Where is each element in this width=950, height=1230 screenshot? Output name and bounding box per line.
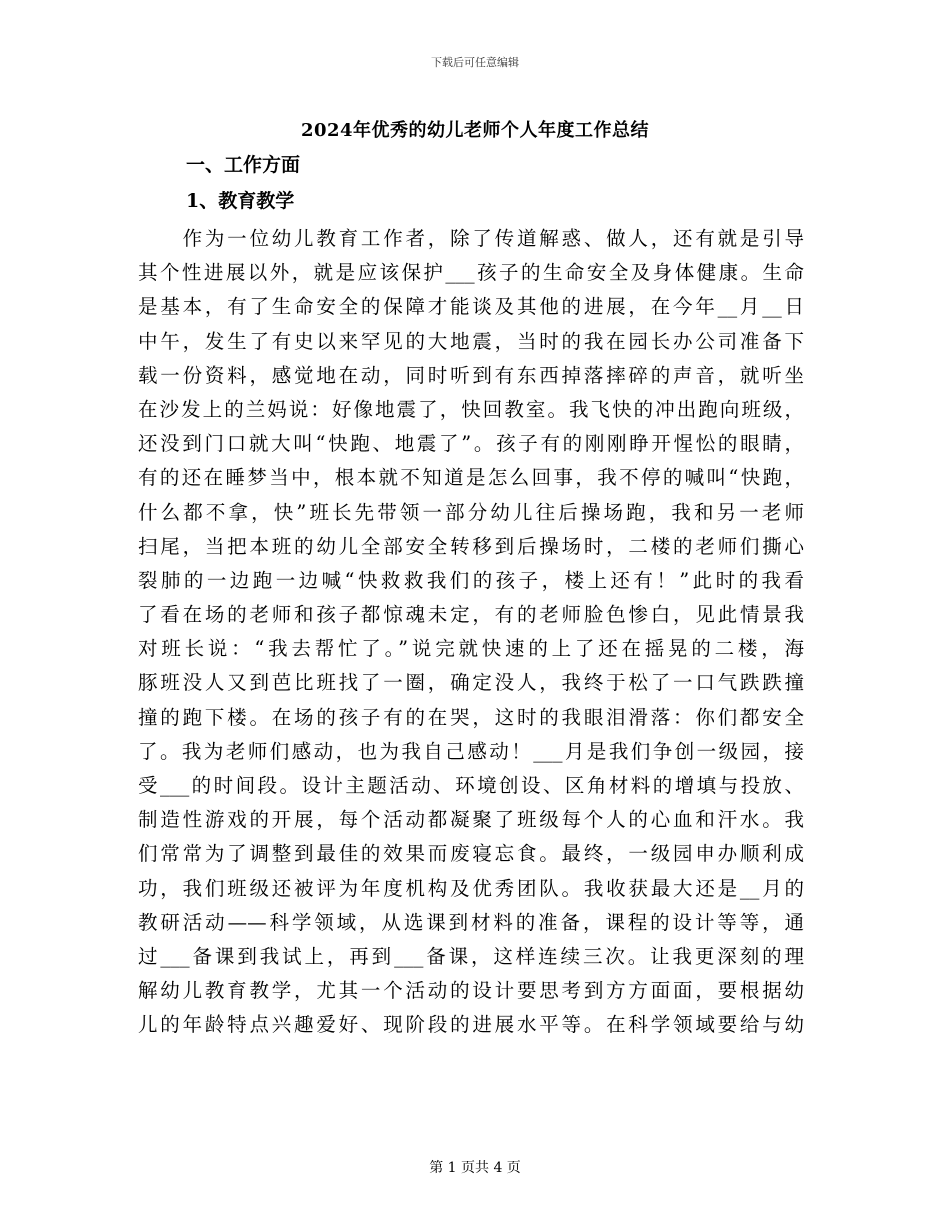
paragraph-line: 扫尾，当把本班的幼儿全部安全转移到后操场时，二楼的老师们撕心 xyxy=(138,534,804,558)
document-title: 2024年优秀的幼儿老师个人年度工作总结 xyxy=(300,120,650,141)
paragraph-line: 还没到门口就大叫“快跑、地震了”。孩子有的刚刚睁开惺忪的眼睛， xyxy=(138,432,804,456)
paragraph-line: 是基本，有了生命安全的保障才能谈及其他的进展，在今年__月__日 xyxy=(138,295,804,319)
paragraph-line: 功，我们班级还被评为年度机构及优秀团队。我收获最大还是__月的 xyxy=(138,876,804,900)
paragraph-line: 对班长说：“我去帮忙了。”说完就快速的上了还在摇晃的二楼，海 xyxy=(138,637,804,661)
paragraph-line: 其个性进展以外，就是应该保护___孩子的生命安全及身体健康。生命 xyxy=(138,261,804,285)
paragraph-line: 什么都不拿，快”班长先带领一部分幼儿往后操场跑，我和另一老师 xyxy=(138,500,804,524)
paragraph-line: 儿的年龄特点兴趣爱好、现阶段的进展水平等。在科学领域要给与幼 xyxy=(138,1013,804,1037)
subsection-heading: 1、教育教学 xyxy=(186,190,295,212)
paragraph-line: 了。我为老师们感动，也为我自己感动！___月是我们争创一级园，接 xyxy=(138,739,804,763)
paragraph-line: 教研活动——科学领域，从选课到材料的准备，课程的设计等等，通 xyxy=(138,910,804,934)
paragraph-line: 载一份资料，感觉地在动，同时听到有东西掉落摔碎的声音，就听坐 xyxy=(138,363,804,387)
paragraph-line: 解幼儿教育教学，尤其一个活动的设计要思考到方方面面，要根据幼 xyxy=(138,979,804,1003)
paragraph-line: 们常常为了调整到最佳的效果而废寝忘食。最终，一级园申办顺利成 xyxy=(138,842,804,866)
page-header-note: 下载后可任意编辑 xyxy=(431,56,519,69)
page-footer: 第 1 页共 4 页 xyxy=(429,1160,521,1176)
paragraph-line: 受___的时间段。设计主题活动、环境创设、区角材料的增填与投放、 xyxy=(138,774,804,797)
section-heading: 一、工作方面 xyxy=(186,154,301,176)
paragraph-line: 豚班没人又到芭比班找了一圈，确定没人，我终于松了一口气跌跌撞 xyxy=(138,671,804,695)
paragraph-line: 过___备课到我试上，再到___备课，这样连续三次。让我更深刻的理 xyxy=(138,944,804,968)
body-paragraph xyxy=(138,222,804,1043)
paragraph-line: 在沙发上的兰妈说：好像地震了，快回教室。我飞快的冲出跑向班级， xyxy=(138,397,804,421)
paragraph-line: 裂肺的一边跑一边喊“快救救我们的孩子，楼上还有！”此时的我看 xyxy=(138,568,804,592)
paragraph-line: 了看在场的老师和孩子都惊魂未定，有的老师脸色惨白，见此情景我 xyxy=(138,603,804,627)
paragraph-line: 撞的跑下楼。在场的孩子有的在哭，这时的我眼泪滑落：你们都安全 xyxy=(138,705,804,729)
paragraph-line: 中午，发生了有史以来罕见的大地震，当时的我在园长办公司准备下 xyxy=(138,329,804,353)
paragraph-line: 有的还在睡梦当中，根本就不知道是怎么回事，我不停的喊叫“快跑， xyxy=(138,466,804,490)
paragraph-line: 制造性游戏的开展，每个活动都凝聚了班级每个人的心血和汗水。我 xyxy=(138,808,804,832)
paragraph-line: 作为一位幼儿教育工作者，除了传道解惑、做人，还有就是引导 xyxy=(138,227,804,250)
